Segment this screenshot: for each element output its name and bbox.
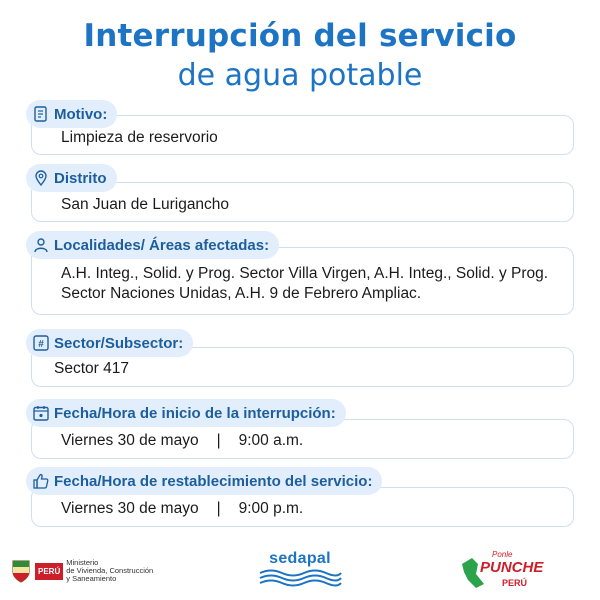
inicio-date: Viernes 30 de mayo xyxy=(61,432,199,449)
thumbs-up-icon xyxy=(32,472,50,490)
ministry-text xyxy=(66,559,161,583)
localidades-label: Localidades/ Áreas afectadas: xyxy=(54,236,270,254)
ponle-punche-logo xyxy=(458,550,544,592)
motivo-value: Limpieza de reservorio xyxy=(31,115,574,155)
sector-label: Sector/Subsector: xyxy=(54,334,184,352)
peru-shield-icon xyxy=(10,558,32,584)
section-localidades xyxy=(26,231,574,317)
inicio-separator: | xyxy=(216,432,221,449)
restablecimiento-separator: | xyxy=(216,500,221,517)
location-pin-icon xyxy=(32,169,50,187)
svg-text:#: # xyxy=(38,339,44,350)
localidades-line-2: Sector Naciones Unidas, A.H. 9 de Febrero Ampliac. xyxy=(61,285,422,302)
section-distrito xyxy=(26,164,574,224)
peru-badge: PERÚ xyxy=(35,563,63,580)
distrito-value: San Juan de Lurigancho xyxy=(31,182,574,222)
restablecimiento-date: Viernes 30 de mayo xyxy=(61,500,199,517)
restablecimiento-time: 9:00 p.m. xyxy=(238,500,304,517)
inicio-time: 9:00 a.m. xyxy=(238,432,304,449)
section-inicio xyxy=(26,399,574,461)
section-restablecimiento xyxy=(26,467,574,529)
brand-line-1: Ponle xyxy=(492,550,513,559)
sedapal-logo xyxy=(255,550,345,593)
sector-value: Sector 417 xyxy=(31,347,574,387)
brand-line-3: PERÚ xyxy=(502,578,528,588)
inicio-label-pill xyxy=(26,399,346,427)
restablecimiento-label: Fecha/Hora de restablecimiento del servicio: xyxy=(54,472,373,490)
distrito-label-pill xyxy=(26,164,117,192)
title-line-2: de agua potable xyxy=(177,58,423,93)
section-sector xyxy=(26,329,574,389)
motivo-label-pill xyxy=(26,100,117,128)
restablecimiento-label-pill xyxy=(26,467,382,495)
title-line-1: Interrupción del servicio xyxy=(83,18,517,54)
calendar-icon xyxy=(32,404,50,422)
sector-label-pill xyxy=(26,329,193,357)
waves-icon xyxy=(255,568,345,588)
motivo-label: Motivo: xyxy=(54,105,108,123)
sedapal-wordmark: sedapal xyxy=(269,550,331,567)
ministry-line-1: Ministerio xyxy=(66,558,99,567)
brand-line-2: PUNCHE xyxy=(480,559,544,576)
section-motivo xyxy=(26,100,574,156)
ministry-logo xyxy=(10,558,161,584)
ministry-line-3: y Saneamiento xyxy=(66,574,117,583)
localidades-line-1: A.H. Integ., Solid. y Prog. Sector Villa Virgen, A.H. Integ., Solid. y Prog. xyxy=(61,265,549,282)
footer xyxy=(0,550,600,600)
people-icon xyxy=(32,236,50,254)
hash-icon xyxy=(32,334,50,352)
ministry-line-2: de Vivienda, Construcción xyxy=(66,566,154,575)
localidades-label-pill xyxy=(26,231,279,259)
distrito-label: Distrito xyxy=(54,169,107,187)
document-icon xyxy=(32,105,50,123)
inicio-label: Fecha/Hora de inicio de la interrupción: xyxy=(54,404,336,422)
